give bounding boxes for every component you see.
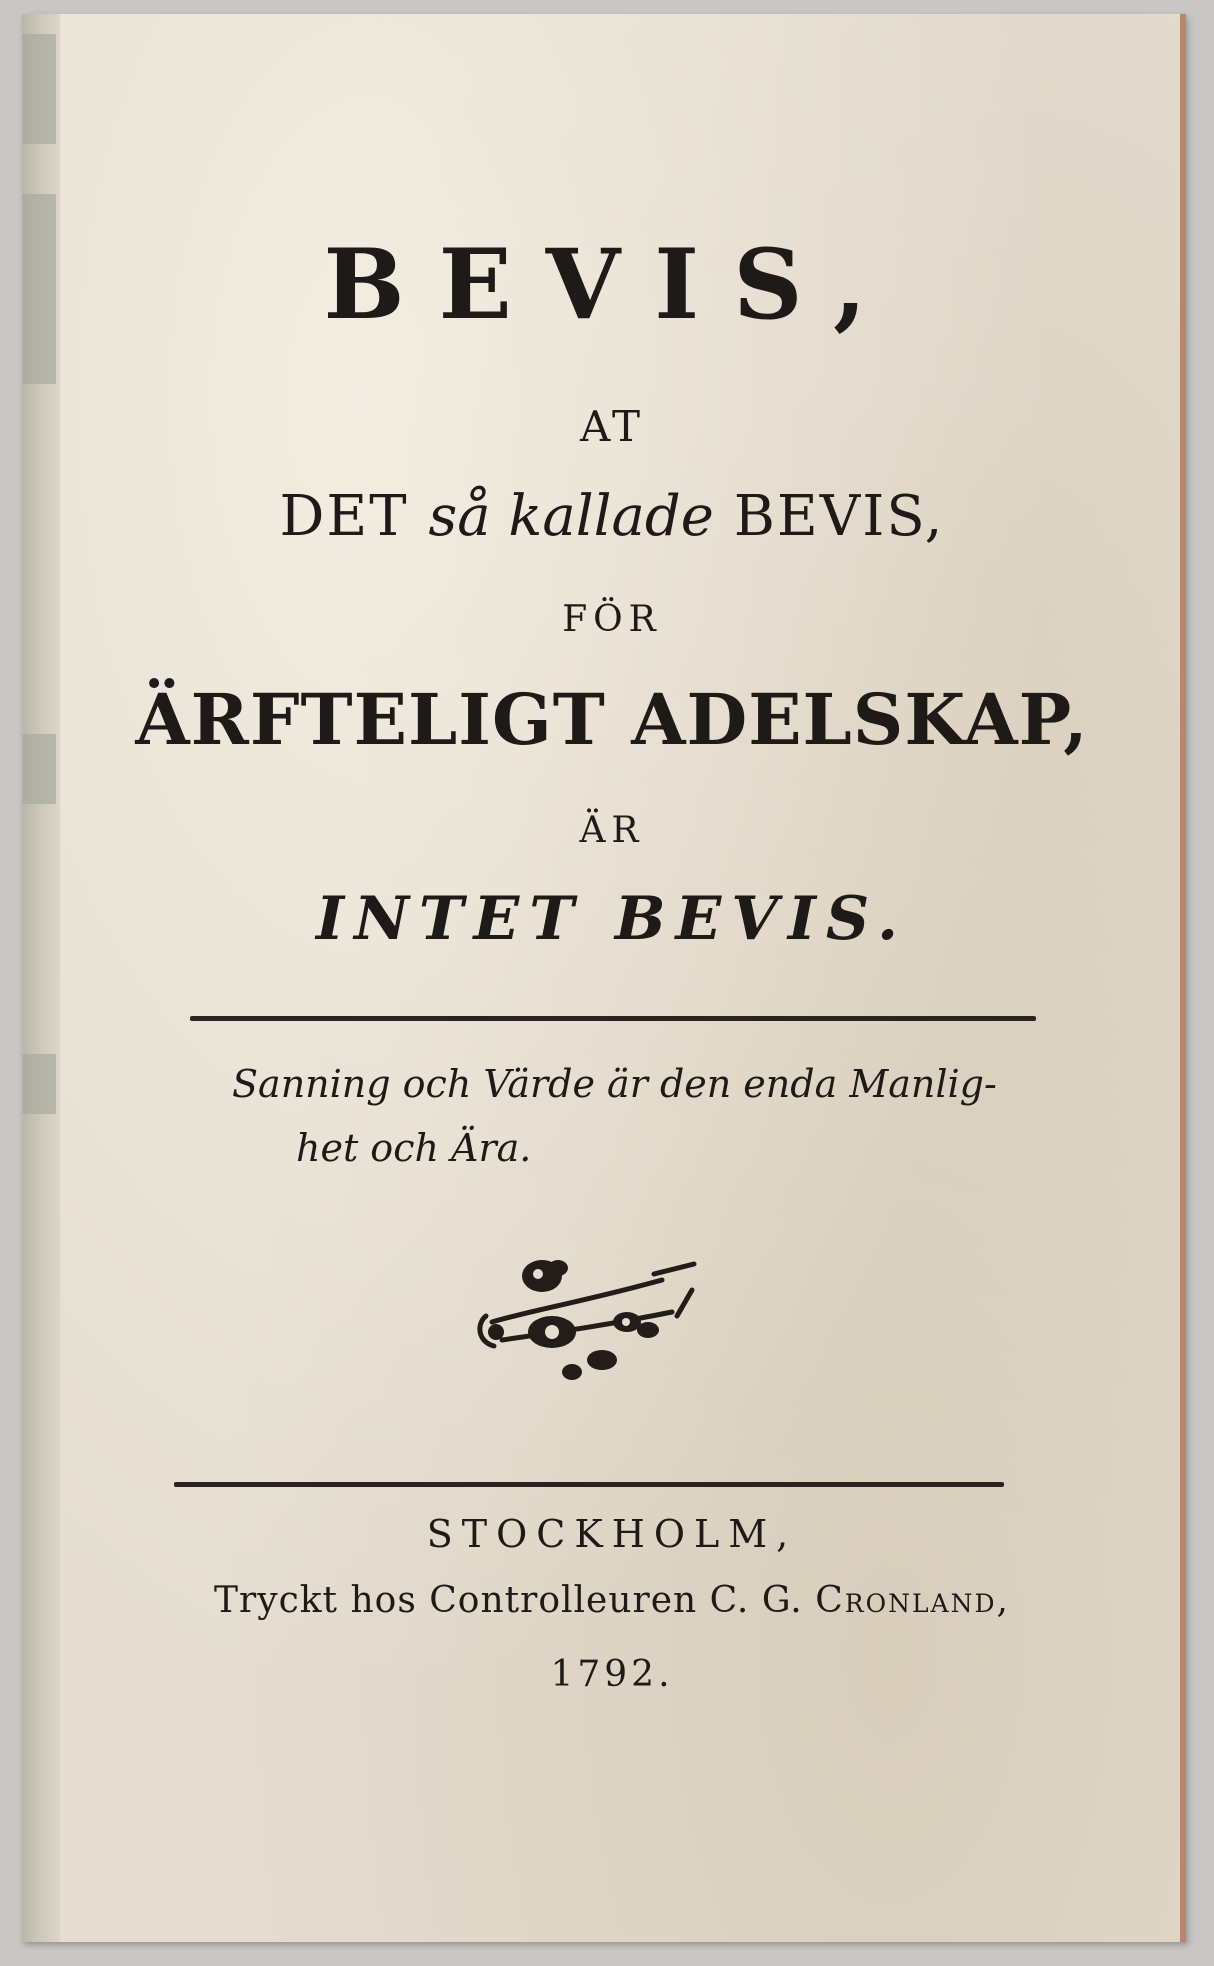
divider-rule-bottom xyxy=(174,1482,1004,1487)
divider-rule-top xyxy=(190,1016,1036,1021)
spine-stain xyxy=(22,734,56,804)
title-line-intet: INTET BEVIS. xyxy=(316,884,908,954)
spine-stain xyxy=(22,1054,56,1114)
floral-vignette-icon xyxy=(472,1250,712,1390)
imprint-city: STOCKHOLM, xyxy=(426,1512,798,1556)
title-line-det xyxy=(62,484,1162,549)
spine-stain xyxy=(22,194,56,384)
imprint-printer-prefix: Tryckt hos Controlleuren xyxy=(214,1580,698,1621)
title-line-det-italic: så kallade xyxy=(428,484,714,549)
motto-line-2: het och Ära. xyxy=(296,1126,532,1170)
spine-stain xyxy=(22,34,56,144)
imprint-printer-name: Cronland, xyxy=(815,1580,1010,1621)
main-title: BEVIS, xyxy=(323,228,901,341)
title-line-det-end: BEVIS, xyxy=(733,484,945,549)
title-line-arfteligt: ÄRFTELIGT ADELSKAP, xyxy=(135,678,1089,761)
title-line-ar: ÄR xyxy=(579,810,645,851)
motto xyxy=(232,1052,1052,1180)
imprint-year: 1792. xyxy=(550,1654,674,1695)
binding-spine xyxy=(22,14,60,1942)
title-line-at: AT xyxy=(579,402,645,451)
title-line-for: FÖR xyxy=(562,599,662,640)
title-page xyxy=(22,14,1186,1942)
imprint-printer xyxy=(62,1580,1162,1621)
title-line-det-start: DET xyxy=(279,484,409,549)
motto-line-1: Sanning och Värde är den enda Manlig- xyxy=(232,1062,997,1106)
title-page-content xyxy=(62,14,1162,1942)
imprint-printer-initials: C. G. xyxy=(709,1580,803,1621)
